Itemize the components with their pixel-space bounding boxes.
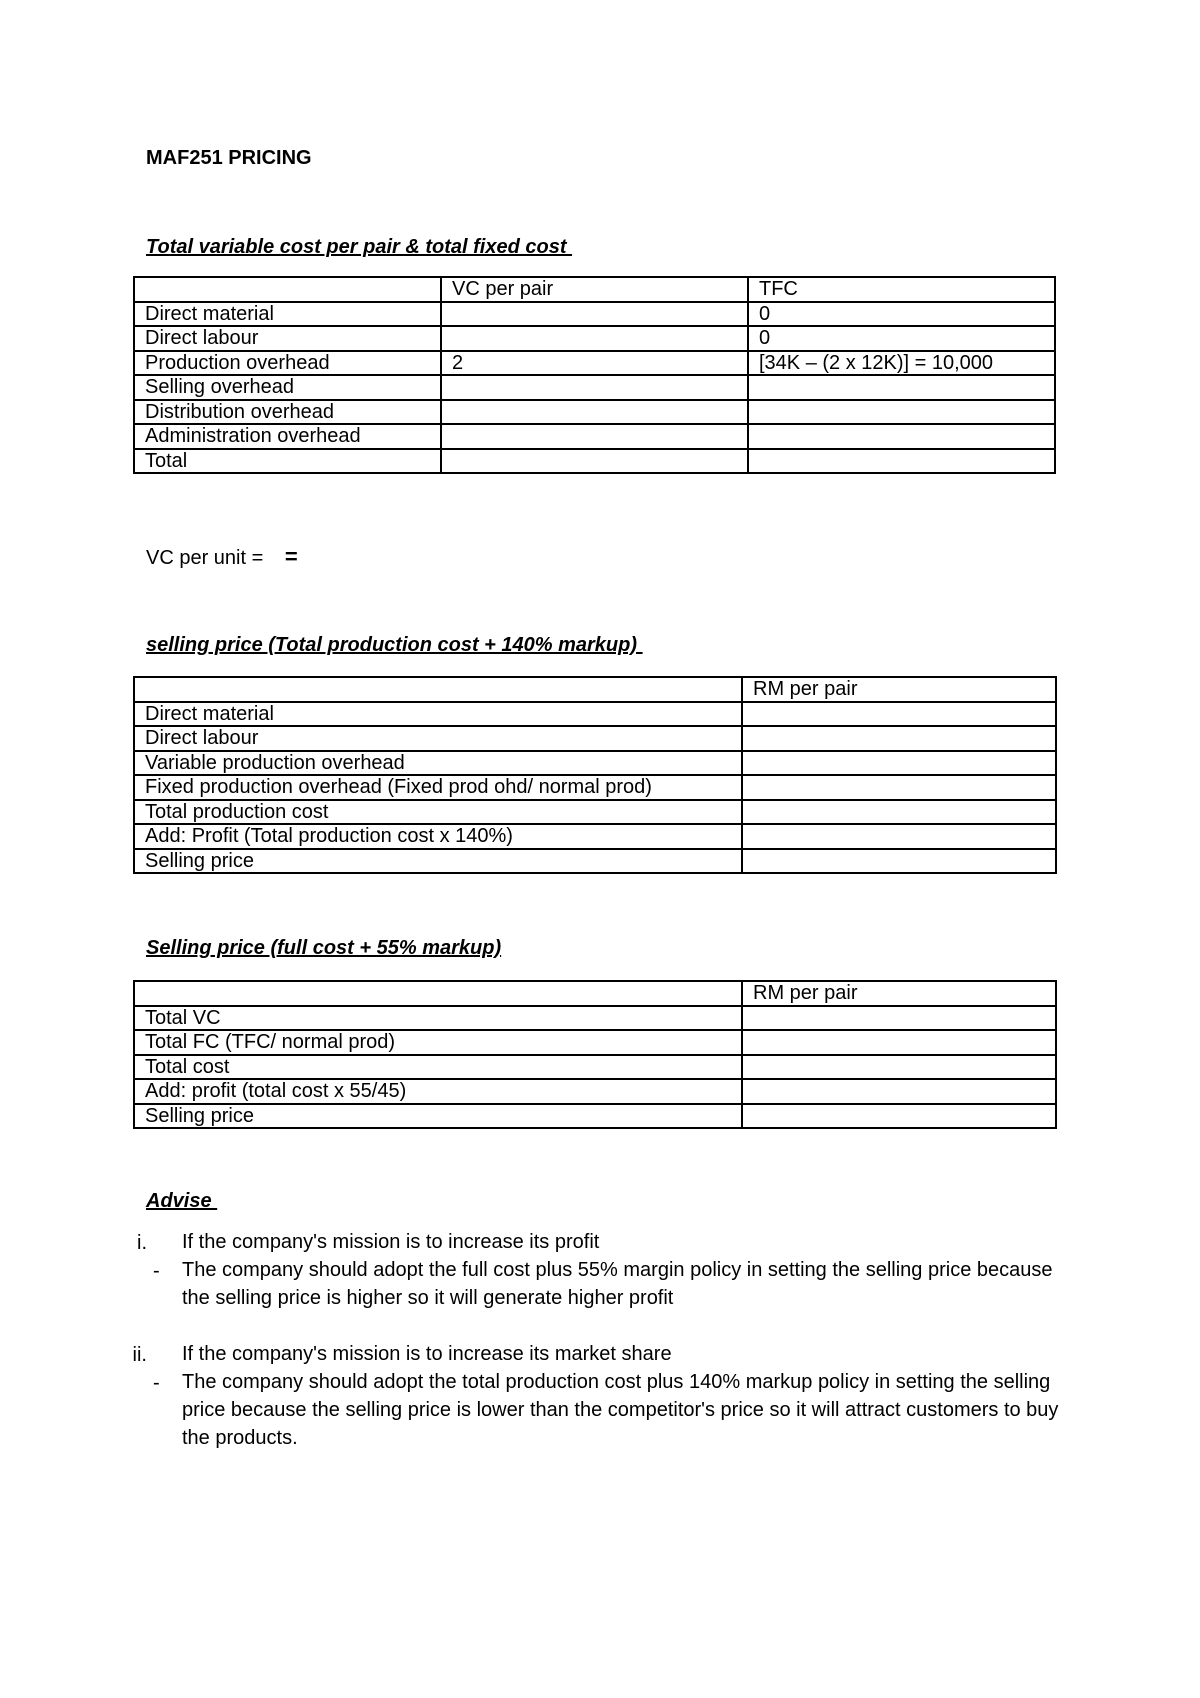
section-heading-variable-fixed-cost: Total variable cost per pair & total fixed cost — [146, 236, 573, 258]
table-row — [134, 400, 1055, 425]
table-row — [134, 1006, 1056, 1031]
row-label: Add: profit (total cost x 55/45) — [134, 1079, 742, 1104]
table-row — [134, 702, 1056, 727]
table-row — [134, 824, 1056, 849]
header-cell: RM per pair — [742, 981, 1056, 1006]
table-row — [134, 1055, 1056, 1080]
tfc-cell: [34K – (2 x 12K)] = 10,000 — [748, 351, 1055, 376]
table-row — [134, 1104, 1056, 1129]
advise-explanation: The company should adopt the full cost plus 55% margin policy in setting the selling price because the selling price is higher so it will generate higher profit — [182, 1259, 1053, 1309]
row-label: Variable production overhead — [134, 751, 742, 776]
section-heading-advise: Advise — [146, 1190, 218, 1212]
header-cell — [134, 277, 441, 302]
rm-cell — [742, 702, 1056, 727]
table-row — [134, 751, 1056, 776]
advise-numeral: i. — [137, 1232, 147, 1254]
rm-cell — [742, 1079, 1056, 1104]
table-row — [134, 424, 1055, 449]
table-row — [134, 775, 1056, 800]
row-label: Fixed production overhead (Fixed prod ohd/ normal prod) — [134, 775, 742, 800]
row-label: Total — [134, 449, 441, 474]
row-label: Total cost — [134, 1055, 742, 1080]
row-label: Total VC — [134, 1006, 742, 1031]
section-heading-total-production-cost: selling price (Total production cost + 140% markup) — [146, 634, 643, 656]
vc-cell — [441, 375, 748, 400]
row-label: Direct material — [134, 302, 441, 327]
header-cell: TFC — [748, 277, 1055, 302]
row-label: Selling price — [134, 849, 742, 874]
vc-cell — [441, 449, 748, 474]
advise-item — [0, 1344, 1200, 1484]
vc-cell — [441, 424, 748, 449]
rm-cell — [742, 849, 1056, 874]
table-row — [134, 1079, 1056, 1104]
vc-per-unit-line — [146, 544, 298, 570]
rm-cell — [742, 800, 1056, 825]
advise-item — [0, 1232, 1200, 1342]
variable-fixed-cost-table — [133, 276, 1056, 474]
full-cost-table — [133, 980, 1057, 1129]
table-header-row — [134, 677, 1056, 702]
tfc-cell: 0 — [748, 302, 1055, 327]
header-cell: RM per pair — [742, 677, 1056, 702]
row-label: Direct labour — [134, 726, 742, 751]
table-row — [134, 375, 1055, 400]
tfc-cell — [748, 449, 1055, 474]
row-label: Production overhead — [134, 351, 441, 376]
row-label: Selling price — [134, 1104, 742, 1129]
advise-dash: - — [153, 1260, 160, 1282]
vc-cell — [441, 400, 748, 425]
header-cell — [134, 981, 742, 1006]
row-label: Total production cost — [134, 800, 742, 825]
advise-explanation: The company should adopt the total production cost plus 140% markup policy in setting the selling price because the selling price is lower than the competitor's price so it will attract customers to buy the products. — [182, 1371, 1059, 1449]
rm-cell — [742, 1104, 1056, 1129]
row-label: Selling overhead — [134, 375, 441, 400]
advise-dash: - — [153, 1372, 160, 1394]
rm-cell — [742, 775, 1056, 800]
row-label: Administration overhead — [134, 424, 441, 449]
table-row — [134, 351, 1055, 376]
table-row — [134, 1030, 1056, 1055]
rm-cell — [742, 824, 1056, 849]
rm-cell — [742, 1030, 1056, 1055]
rm-cell — [742, 1006, 1056, 1031]
table-row — [134, 302, 1055, 327]
table-row — [134, 800, 1056, 825]
row-label: Direct material — [134, 702, 742, 727]
table-row — [134, 726, 1056, 751]
table-row — [134, 326, 1055, 351]
section-heading-full-cost: Selling price (full cost + 55% markup) — [146, 937, 502, 959]
tfc-cell: 0 — [748, 326, 1055, 351]
tfc-cell — [748, 424, 1055, 449]
document-title: MAF251 PRICING — [146, 147, 312, 169]
tfc-cell — [748, 375, 1055, 400]
header-cell: VC per pair — [441, 277, 748, 302]
vc-per-unit-equals: = — [284, 544, 298, 569]
header-cell — [134, 677, 742, 702]
rm-cell — [742, 751, 1056, 776]
vc-cell — [441, 302, 748, 327]
row-label: Direct labour — [134, 326, 441, 351]
tfc-cell — [748, 400, 1055, 425]
row-label: Distribution overhead — [134, 400, 441, 425]
advise-point: If the company's mission is to increase its profit — [182, 1231, 600, 1253]
rm-cell — [742, 726, 1056, 751]
advise-numeral: ii. — [132, 1344, 147, 1366]
table-row — [134, 449, 1055, 474]
total-production-cost-table — [133, 676, 1057, 874]
advise-point: If the company's mission is to increase its market share — [182, 1343, 672, 1365]
rm-cell — [742, 1055, 1056, 1080]
vc-cell: 2 — [441, 351, 748, 376]
vc-per-unit-label: VC per unit = — [146, 547, 269, 569]
table-header-row — [134, 277, 1055, 302]
row-label: Total FC (TFC/ normal prod) — [134, 1030, 742, 1055]
vc-cell — [441, 326, 748, 351]
row-label: Add: Profit (Total production cost x 140%) — [134, 824, 742, 849]
table-header-row — [134, 981, 1056, 1006]
table-row — [134, 849, 1056, 874]
